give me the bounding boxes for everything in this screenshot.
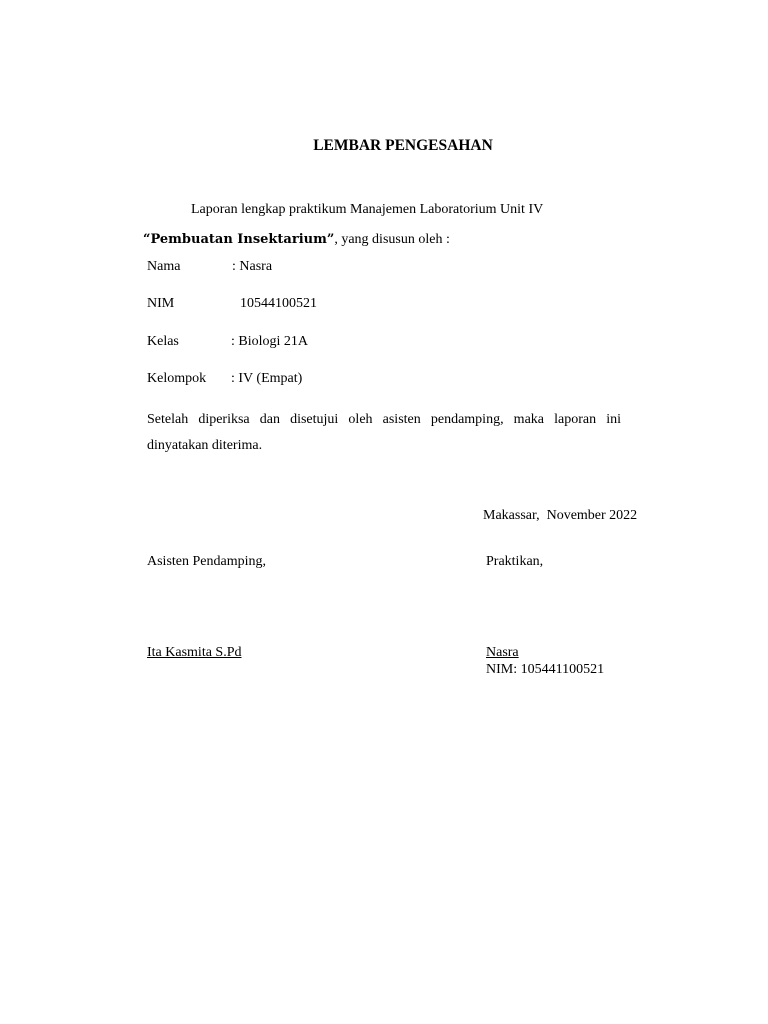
praktikan-role: Praktikan, <box>486 554 544 569</box>
kelompok-value: : IV (Empat) <box>231 371 303 386</box>
kelas-value: : Biologi 21A <box>231 334 309 349</box>
place-date: Makassar, November 2022 <box>483 508 638 523</box>
nama-value: : Nasra <box>232 259 273 274</box>
intro-line-2-suffix: , yang disusun oleh : <box>334 232 450 247</box>
project-title: “Pembuatan Insektarium” <box>143 232 335 247</box>
intro-line-2 <box>143 232 450 248</box>
asisten-role: Asisten Pendamping, <box>147 554 266 569</box>
nim-value: 10544100521 <box>240 296 317 311</box>
kelas-label: Kelas <box>147 334 179 349</box>
praktikan-nim: NIM: 105441100521 <box>486 662 605 677</box>
asisten-name: Ita Kasmita S.Pd <box>147 645 242 660</box>
kelompok-label: Kelompok <box>147 371 207 386</box>
praktikan-name: Nasra <box>486 645 519 660</box>
document-title: LEMBAR PENGESAHAN <box>313 137 493 154</box>
approval-line-2: dinyatakan diterima. <box>147 438 263 453</box>
intro-line-1: Laporan lengkap praktikum Manajemen Laboratorium Unit IV <box>191 202 544 217</box>
nama-label: Nama <box>147 259 181 274</box>
approval-line-1: Setelah diperiksa dan disetujui oleh asisten pendamping, maka laporan ini <box>147 412 621 427</box>
approval-statement <box>147 407 621 459</box>
nim-label: NIM <box>147 296 175 311</box>
